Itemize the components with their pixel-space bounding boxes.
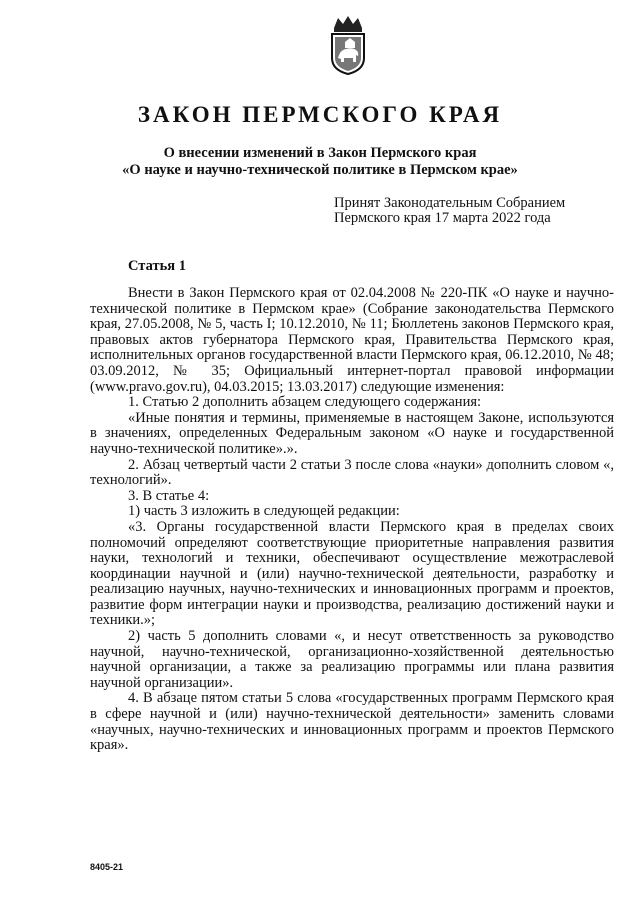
paragraph-item-4: 4. В абзаце пятом статьи 5 слова «государственных программ Пермского края в сфере научной и (или) научно-технической деятельности» заменить словами «научных, научно-технических и инновационных программ и проектов Пермского края». bbox=[90, 690, 614, 754]
document-number: 8405-21 bbox=[90, 862, 124, 872]
coat-of-arms-icon bbox=[326, 14, 370, 76]
paragraph-item-2: 2. Абзац четвертый части 2 статьи 3 после слова «науки» дополнить словом «, технологий». bbox=[90, 456, 614, 489]
paragraph-item-1-text: «Иные понятия и термины, применяемые в настоящем Законе, используются в значениях, определенных Федеральным законом «О науке и государственной научно-технической политике».». bbox=[90, 409, 614, 457]
adoption-line-1: Принят Законодательным Собранием bbox=[334, 195, 566, 211]
law-subtitle bbox=[0, 145, 640, 179]
paragraph-item-3-1: 1) часть 3 изложить в следующей редакции: bbox=[128, 503, 400, 520]
adoption-note bbox=[334, 196, 565, 226]
paragraph-item-3-1-text: «3. Органы государственной власти Пермского края в пределах своих полномочий определяют соответствующие приоритетные направления развития науки, технологий и техники, обеспечивают осуществление межотраслевой координации научной и (или) научно-технической деятельности, разработку и реализацию научных, научно-технических и инновационных программ и проектов, развитие форм интеграции науки и производства, реализацию достижений науки и техники.»; bbox=[90, 518, 614, 629]
paragraph-item-1: 1. Статью 2 дополнить абзацем следующего содержания: bbox=[128, 394, 482, 411]
paragraph-item-3: 3. В статье 4: bbox=[128, 487, 210, 504]
paragraph-item-3-2: 2) часть 5 дополнить словами «, и несут ответственность за руководство научной, научно-технической, организационно-хозяйственной деятельностью научной организации, а также за реализацию программы или плана развития научной организации». bbox=[90, 628, 614, 691]
paragraph-intro: Внести в Закон Пермского края от 02.04.2008 № 220-ПК «О науке и научно-технической политике в Пермском крае» (Собрание законодательства Пермского края, 27.05.2008, № 5, часть I; 10.12.2010, № 11; Бюллетень законов Пермского края, правовых актов губернатора Пермского края, Правительства Пермского края, исполнительных органов государственной власти Пермского края, 06.12.2010, № 48; 03.09.2012, № 35; Официальный интернет-портал правовой информации (www.pravo.gov.ru), 04.03.2015; 13.03.2017) следующие изменения: bbox=[90, 285, 614, 395]
subtitle-line-1: О внесении изменений в Закон Пермского края bbox=[163, 145, 477, 161]
law-title: ЗАКОН ПЕРМСКОГО КРАЯ bbox=[137, 102, 503, 127]
article-heading: Статья 1 bbox=[128, 258, 186, 274]
article-body bbox=[90, 286, 614, 754]
adoption-line-2: Пермского края 17 марта 2022 года bbox=[334, 210, 551, 226]
subtitle-line-2: «О науке и научно-технической политике в Пермском крае» bbox=[122, 162, 518, 178]
